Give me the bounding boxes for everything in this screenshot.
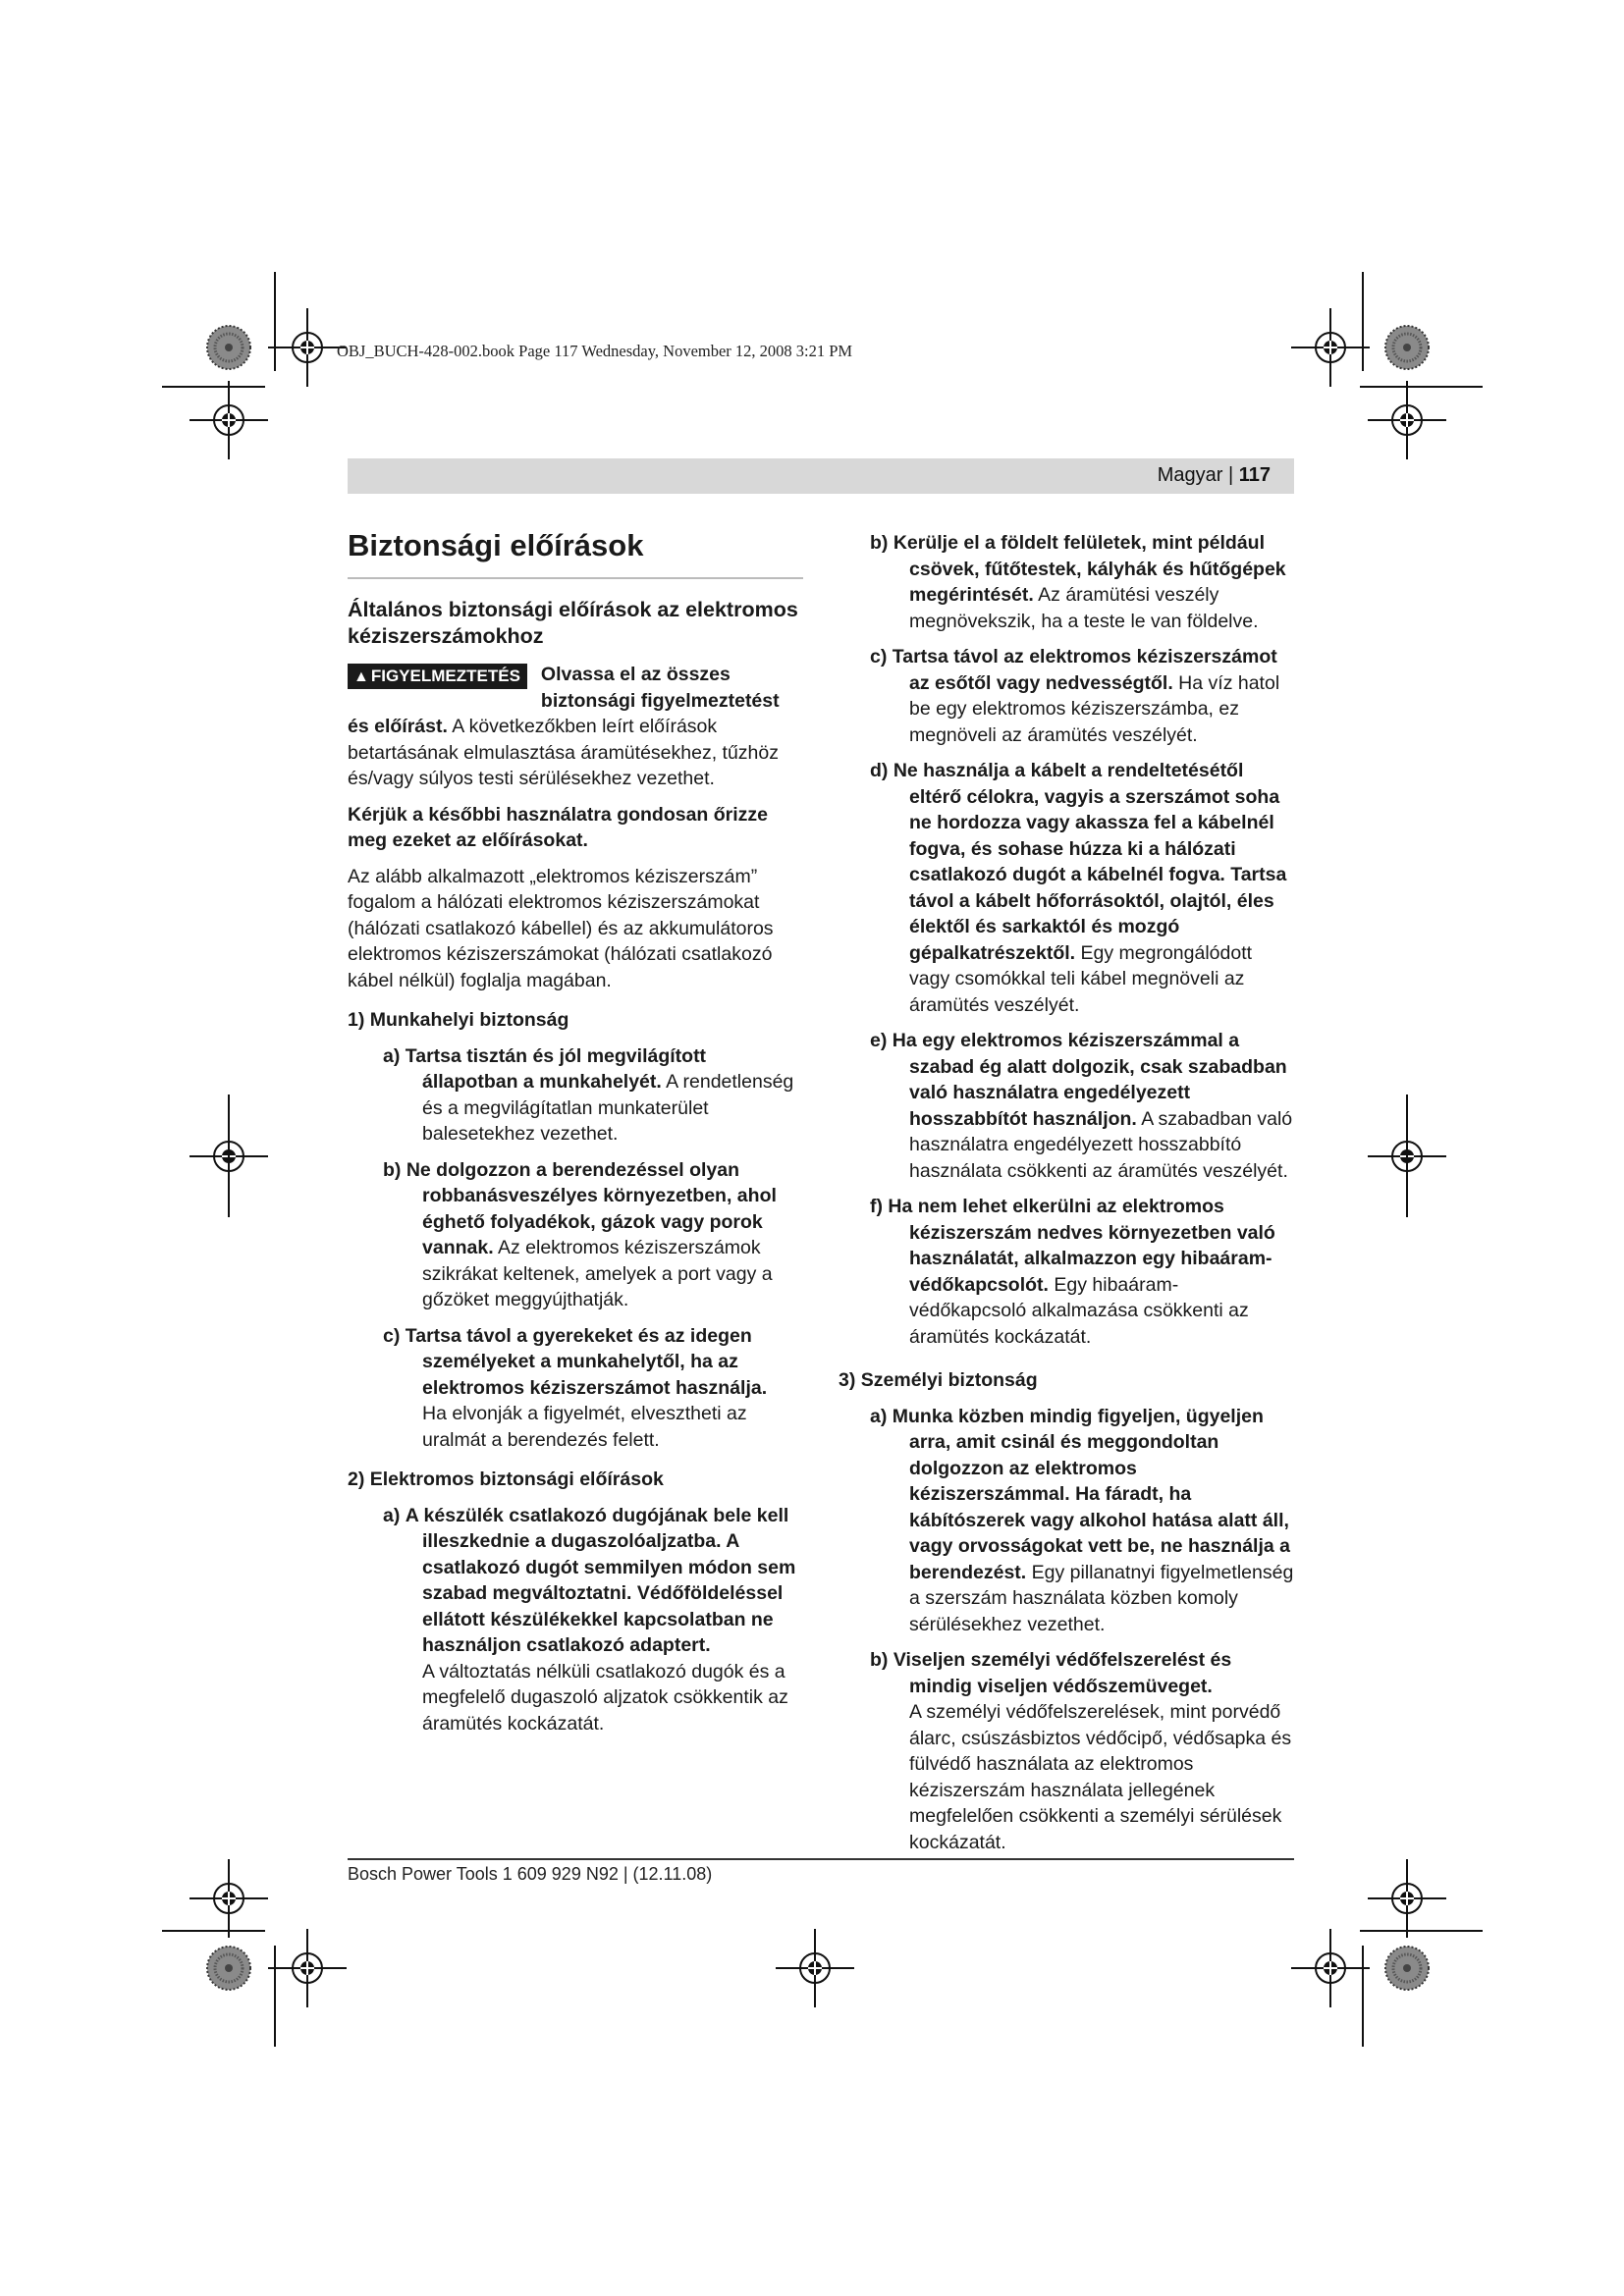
item-text: Az elektromos kéziszerszámok szikrákat keltenek, amelyek a port vagy a gőzöket meggyújthatják. (422, 1237, 773, 1310)
item-label: a) (383, 1504, 401, 1526)
item-text: A szabadban való használatra engedélyezett hosszabbító használata csökkenti az áramütés veszélyét. (909, 1107, 1293, 1182)
warning-paragraph (348, 662, 799, 792)
list-item (383, 1503, 799, 1737)
item-label: b) (870, 1649, 889, 1671)
page-number: 117 (1238, 464, 1271, 486)
color-wheel-icon (1385, 326, 1429, 369)
item-text: A rendetlenség és a megvilágítatlan munkaterület balesetekhez vezethet. (422, 1071, 794, 1145)
registration-cross-icon (1368, 381, 1446, 459)
item-bold: Munka közben mindig figyeljen, ügyeljen arra, amit csinál és meggondoltan dolgozzon az elektromos kéziszerszámmal. Ha fáradt, ha kábítószerek vagy alkohol hatása alatt áll, vagy orvosságokat vett be, ne használja a berendezést. (892, 1405, 1290, 1583)
registration-cross-icon (189, 1859, 268, 1938)
item-label: e) (870, 1030, 888, 1051)
item-bold: Viseljen személyi védőfelszerelést és mindig viseljen védőszemüveget. (893, 1649, 1232, 1697)
registration-cross-icon (776, 1929, 854, 2007)
item-label: f) (870, 1196, 883, 1217)
item-bold: Tartsa távol az elektromos kéziszerszámot az esőtől vagy nedvességtől. (892, 646, 1277, 694)
warning-triangle-icon: ▲ (353, 668, 369, 685)
item-label: d) (870, 760, 889, 781)
item-bold: Ne használja a kábelt a rendeltetésétől eltérő célokra, vagyis a szerszámot soha ne hordozza vagy akassza fel a kábelnél fogva, és sohase húzza ki a hálózati csatlakozó dugót a kábelnél fogva. Tartsa távol a kábelt hőforrásoktól, olajtól, éles élektől és sarkaktól és mozgó gépalkatrészektől. (893, 760, 1287, 964)
section-title: 3) Személyi biztonság (839, 1369, 1038, 1391)
list-item (870, 1194, 1294, 1350)
item-text: Egy pillanatnyi figyelmetlenség a szerszám használata közben komoly sérülésekhez vezethet. (909, 1561, 1294, 1635)
item-bold: A készülék csatlakozó dugójának bele kell illeszkednie a dugaszolóaljzatba. A csatlakozó dugót semmilyen módon sem szabad megváltoztatni. Védőföldeléssel ellátott készülékekkel kapcsolatban ne használjon csatlakozó adaptert. (405, 1504, 796, 1656)
item-label: c) (383, 1324, 401, 1347)
section-title: 1) Munkahelyi biztonság (348, 1009, 569, 1031)
item-text: A változtatás nélküli csatlakozó dugók és a megfelelő dugaszoló aljzatok csökkentik az áramütés kockázatát. (422, 1660, 788, 1735)
left-column (348, 527, 799, 1736)
footer-rule (348, 1858, 1294, 1860)
item-bold: Ha nem lehet elkerülni az elektromos kéziszerszám nedves környezetben való használatát, alkalmazzon egy hibaáram-védőkapcsolót. (888, 1196, 1275, 1296)
item-bold: Tartsa tisztán és jól megvilágított állapotban a munkahelyét. (405, 1044, 707, 1093)
item-bold: Kerülje el a földelt felületek, mint például csövek, fűtőtestek, kályhák és hűtőgépek megérintését. (893, 532, 1286, 606)
item-text: Egy hibaáram-védőkapcsoló alkalmazása csökkenti az áramütés kockázatát. (909, 1273, 1249, 1348)
item-label: a) (383, 1044, 401, 1067)
warning-badge (348, 664, 527, 689)
color-wheel-icon (207, 1947, 250, 1990)
item-label: c) (870, 646, 888, 667)
list-item (383, 1157, 799, 1313)
header-label (1158, 464, 1271, 487)
list-item (870, 644, 1294, 748)
item-bold: Ha egy elektromos kéziszerszámmal a szabad ég alatt dolgozik, csak szabadban való használatra engedélyezett hosszabbítót használjon. (892, 1030, 1287, 1130)
registration-cross-icon (1291, 308, 1370, 387)
definition-paragraph: Az alább alkalmazott „elektromos kéziszerszám” fogalom a hálózati elektromos kéziszerszámokat (hálózati csatlakozó kábellel) és az akkumulátoros elektromos kéziszerszámokat (hálózati csatlakozó kábel nélkül) foglalja magában. (348, 865, 774, 991)
item-label: b) (870, 532, 889, 554)
page-title: Biztonsági előírások (348, 528, 644, 562)
list-item (383, 1043, 799, 1148)
registration-cross-icon (1368, 1859, 1446, 1938)
item-text: Egy megrongálódott vagy csomókkal teli kábel megnöveli az áramütés veszélyét. (909, 941, 1253, 1016)
print-file-info: OBJ_BUCH-428-002.book Page 117 Wednesday, November 12, 2008 3:21 PM (337, 342, 853, 360)
header-language: Magyar (1157, 464, 1223, 486)
keep-note: Kérjük a későbbi használatra gondosan őrizze meg ezeket az előírásokat. (348, 803, 769, 851)
item-text: Ha elvonják a figyelmét, elvesztheti az uralmát a berendezés felett. (422, 1403, 747, 1451)
warning-badge-label: FIGYELMEZTETÉS (370, 667, 520, 685)
color-wheel-icon (1385, 1947, 1429, 1990)
item-label: b) (383, 1158, 402, 1181)
registration-cross-icon (268, 308, 347, 387)
section-subtitle: Általános biztonsági előírások az elektromos kéziszerszámokhoz (348, 598, 798, 648)
list-item (870, 1028, 1294, 1184)
page-footer: Bosch Power Tools 1 609 929 N92 | (12.11.08) (348, 1864, 713, 1884)
title-rule (348, 577, 803, 579)
header-separator: | (1227, 464, 1234, 486)
item-bold: Ne dolgozzon a berendezéssel olyan robbanásveszélyes környezetben, ahol éghető folyadékok, gázok vagy porok vannak. (406, 1158, 777, 1258)
section-title: 2) Elektromos biztonsági előírások (348, 1468, 664, 1490)
warning-text: A következőkben leírt előírások betartásának elmulasztása áramütésekhez, tűzhöz és/vagy súlyos testi sérülésekhez vezethet. (348, 716, 779, 789)
list-item (870, 1647, 1294, 1855)
item-text: Az áramütési veszély megnövekszik, ha a teste le van földelve. (909, 584, 1259, 632)
list-item (870, 758, 1294, 1018)
registration-cross-icon (268, 1929, 347, 2007)
list-item (383, 1323, 799, 1454)
registration-cross-icon (189, 381, 268, 459)
item-text: A személyi védőfelszerelések, mint porvédő álarc, csúszásbiztos védőcipő, védősapka és fülvédő használata az elektromos kéziszerszám használata jellegének megfelelően csökkenti a személyi sérülések kockázatát. (909, 1701, 1292, 1853)
item-bold: Tartsa távol a gyerekeket és az idegen személyeket a munkahelytől, ha az elektromos kéziszerszámot használja. (405, 1324, 768, 1399)
warning-lead: Olvassa el az összes biztonsági figyelmeztetést és előírást. (348, 664, 780, 737)
registration-cross-icon (1291, 1929, 1370, 2007)
item-text: Ha víz hatol be egy elektromos kéziszerszámba, ez megnöveli az áramütés veszélyét. (909, 671, 1280, 746)
item-label: a) (870, 1405, 888, 1427)
list-item (870, 1404, 1294, 1638)
color-wheel-icon (207, 326, 250, 369)
page-header (348, 458, 1294, 494)
list-item (870, 530, 1294, 634)
right-column (839, 530, 1294, 1855)
